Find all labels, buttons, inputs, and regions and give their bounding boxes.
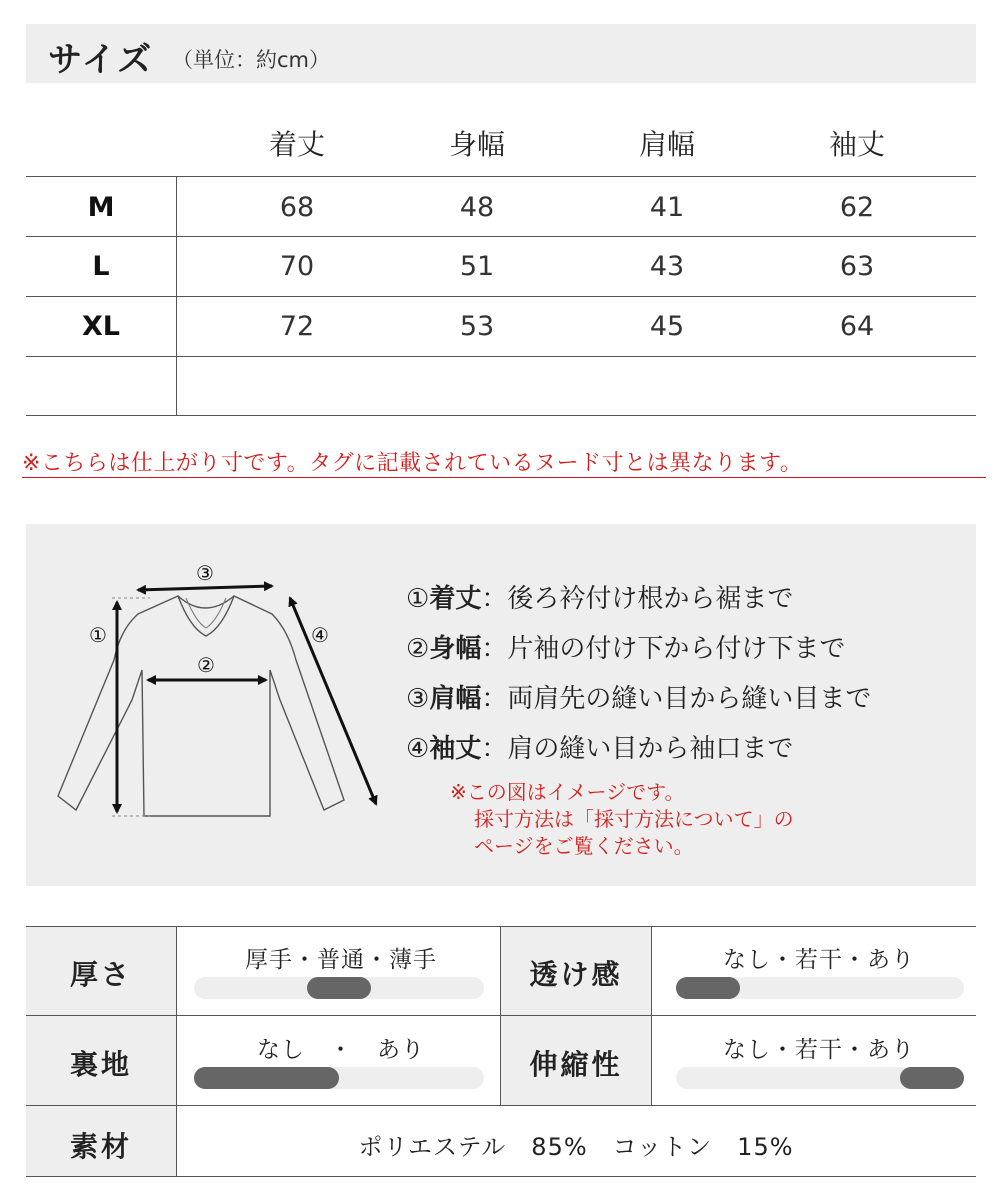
legend-item-shoulder: [406, 678, 871, 715]
transparency-scale: なし・若干・あり: [723, 947, 915, 973]
legend-num: ①: [406, 584, 430, 614]
transparency-meter-fill: [676, 977, 740, 999]
table-divider: [26, 1105, 976, 1106]
legend-desc: ：後ろ衿付け根から裾まで: [481, 584, 794, 614]
thickness-meter: [194, 977, 484, 999]
table-divider: [26, 415, 976, 416]
legend-item-sleeve: [406, 728, 793, 765]
table-cell: 51: [459, 251, 495, 282]
table-divider: [26, 296, 976, 297]
marker-shoulder: ③: [196, 561, 214, 585]
thickness-scale: 厚手・普通・薄手: [245, 947, 437, 973]
row-header-size: L: [92, 251, 110, 282]
thickness-meter-fill: [307, 977, 371, 999]
table-divider: [26, 1015, 976, 1016]
legend-desc: ：片袖の付け下から付け下まで: [481, 634, 846, 664]
column-header-width: 身幅: [448, 128, 505, 161]
column-header-shoulder: 肩幅: [638, 128, 695, 161]
legend-item-width: [406, 628, 845, 665]
table-column-divider: [651, 926, 652, 1105]
shirt-diagram: [40, 550, 400, 830]
legend-term: 袖丈: [429, 734, 482, 764]
stretch-label: 伸縮性: [529, 1048, 623, 1081]
table-cell: 68: [279, 192, 315, 223]
legend-term: 身幅: [429, 634, 482, 664]
stretch-meter: [676, 1067, 964, 1089]
lining-label: 裏地: [69, 1048, 132, 1081]
shoulder-arrow: [138, 586, 272, 590]
table-cell: 48: [459, 192, 495, 223]
legend-desc: ：肩の縫い目から袖口まで: [481, 734, 794, 764]
table-divider: [26, 1176, 976, 1177]
lining-meter: [194, 1067, 484, 1089]
notice-underline: [22, 477, 986, 478]
thickness-label: 厚さ: [69, 958, 132, 991]
row-header-size: M: [87, 192, 115, 223]
transparency-label: 透け感: [529, 958, 623, 991]
marker-sleeve: ④: [311, 623, 329, 647]
row-header-size: XL: [81, 311, 121, 342]
transparency-meter: [676, 977, 964, 999]
legend-item-length: [406, 578, 793, 615]
size-header-bar: [26, 24, 976, 83]
column-header-sleeve: 袖丈: [828, 128, 885, 161]
marker-length: ①: [89, 623, 107, 647]
legend-term: 肩幅: [429, 684, 482, 714]
legend-num: ②: [406, 634, 430, 664]
table-divider: [26, 236, 976, 237]
table-column-divider: [176, 176, 177, 415]
diagram-note-line: ページをご覧ください。: [474, 834, 694, 858]
legend-num: ③: [406, 684, 430, 714]
legend-desc: ：両肩先の縫い目から縫い目まで: [481, 684, 872, 714]
lining-scale: なし ・ あり: [257, 1037, 425, 1063]
size-unit: （単位：約cm）: [172, 48, 331, 72]
size-title: サイズ: [48, 40, 154, 80]
lining-meter-fill: [194, 1067, 339, 1089]
table-cell: 43: [649, 251, 685, 282]
table-divider: [26, 176, 976, 177]
table-cell: 45: [649, 311, 685, 342]
column-header-length: 着丈: [268, 128, 325, 161]
table-cell: 41: [649, 192, 685, 223]
legend-term: 着丈: [429, 584, 482, 614]
table-divider: [26, 356, 976, 357]
table-cell: 64: [839, 311, 875, 342]
stretch-meter-fill: [900, 1067, 964, 1089]
composition-value: ポリエステル 85% コットン 15%: [358, 1133, 794, 1161]
table-cell: 63: [839, 251, 875, 282]
diagram-note-line: 採寸方法は「採寸方法について」の: [474, 807, 794, 831]
legend-num: ④: [406, 734, 430, 764]
table-cell: 70: [279, 251, 315, 282]
finished-size-notice: ※こちらは仕上がり寸です。タグに記載されているヌード寸とは異なります。: [22, 451, 803, 476]
table-cell: 53: [459, 311, 495, 342]
composition-label: 素材: [69, 1130, 132, 1163]
table-cell: 72: [279, 311, 315, 342]
table-divider: [26, 926, 976, 927]
stretch-scale: なし・若干・あり: [723, 1037, 915, 1063]
marker-width: ②: [197, 653, 215, 677]
diagram-note-line: ※この図はイメージです。: [450, 780, 685, 804]
table-cell: 62: [839, 192, 875, 223]
